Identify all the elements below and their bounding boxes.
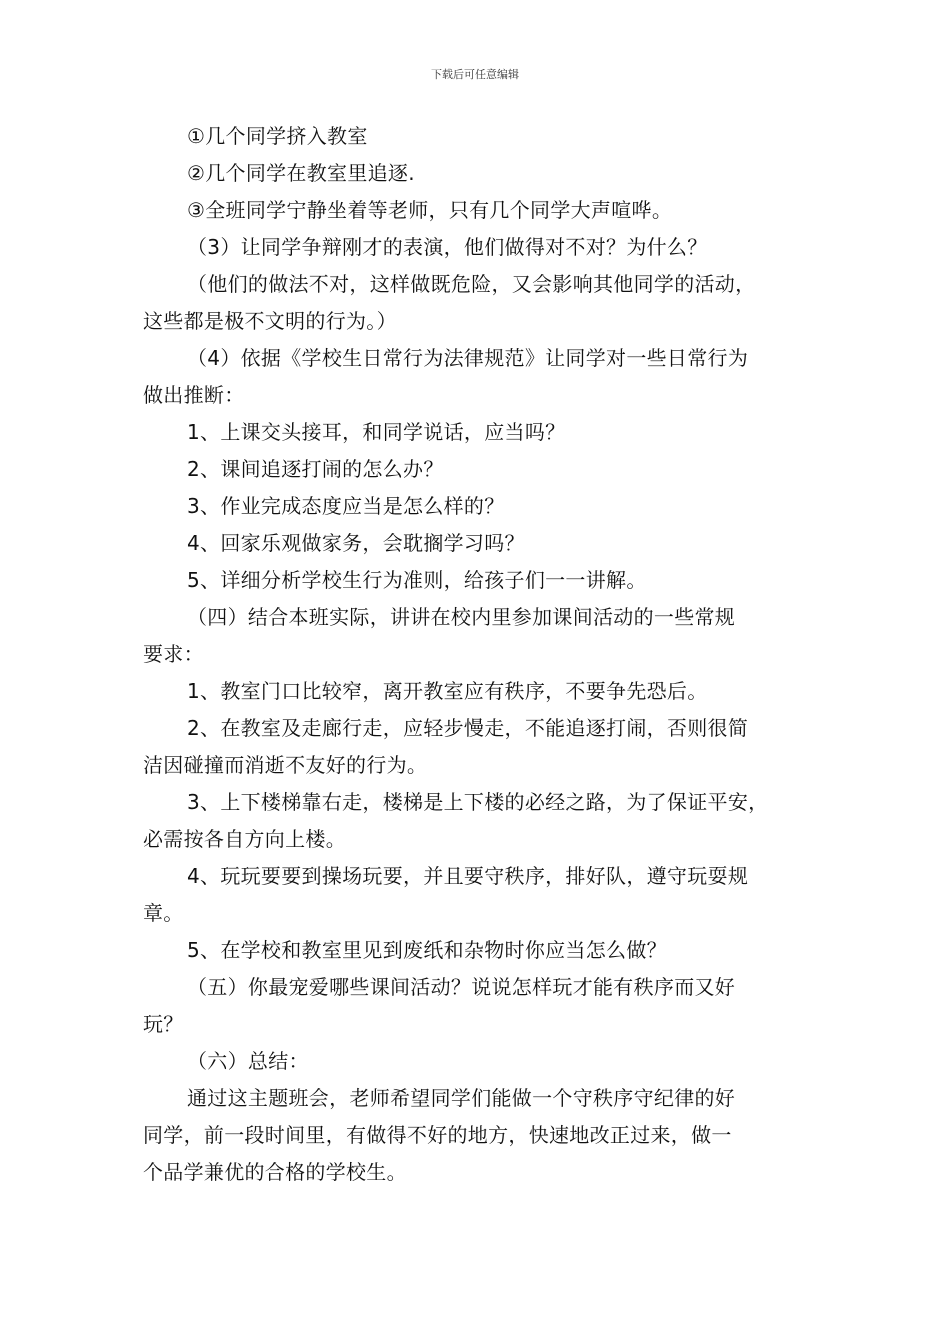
text-line: 3、上下楼梯靠右走，楼梯是上下楼的必经之路，为了保证平安， <box>187 790 769 814</box>
text-line: （六）总结： <box>187 1049 309 1073</box>
page-header: 下载后可任意编辑 <box>431 68 519 81</box>
text-line: （4）依据《学校生日常行为法律规范》让同学对一些日常行为 <box>187 346 749 370</box>
text-line: （他们的做法不对，这样做既危险，又会影响其他同学的活动， <box>187 272 756 296</box>
text-line: 1、上课交头接耳，和同学说话，应当吗？ <box>187 420 566 444</box>
text-line: 同学，前一段时间里，有做得不好的地方，快速地改正过来，做一 <box>143 1123 732 1147</box>
text-line: 做出推断： <box>143 383 245 407</box>
text-line: 2、课间追逐打闹的怎么办？ <box>187 457 444 481</box>
text-line: 1、教室门口比较窄，离开教室应有秩序，不要争先恐后。 <box>187 679 708 703</box>
text-line: ①几个同学挤入教室 <box>187 124 368 148</box>
text-line: 必需按各自方向上楼。 <box>143 827 346 851</box>
text-line: 3、作业完成态度应当是怎么样的？ <box>187 494 505 518</box>
text-line: 这些都是极不文明的行为。） <box>143 309 397 333</box>
text-line: 4、回家乐观做家务，会耽搁学习吗？ <box>187 531 525 555</box>
text-line: 章。 <box>143 901 184 925</box>
text-line: （五）你最宠爱哪些课间活动？说说怎样玩才能有秩序而又好 <box>187 975 736 999</box>
text-line: 通过这主题班会，老师希望同学们能做一个守秩序守纪律的好 <box>187 1086 736 1110</box>
text-line: 4、玩玩要要到操场玩要，并且要守秩序，排好队，遵守玩耍规 <box>187 864 749 888</box>
text-line: 要求： <box>143 642 204 666</box>
text-line: 2、在教室及走廊行走，应轻步慢走，不能追逐打闹，否则很简 <box>187 716 749 740</box>
text-line: ③全班同学宁静坐着等老师，只有几个同学大声喧哗。 <box>187 198 673 222</box>
text-line: 洁因碰撞而消逝不友好的行为。 <box>143 753 428 777</box>
text-line: 玩？ <box>143 1012 184 1036</box>
text-line: 5、在学校和教室里见到废纸和杂物时你应当怎么做？ <box>187 938 667 962</box>
text-line: ②几个同学在教室里追逐. <box>187 161 415 185</box>
text-line: （3）让同学争辩刚才的表演，他们做得对不对？为什么？ <box>187 235 708 259</box>
document-body <box>143 118 833 1191</box>
text-line: 个品学兼优的合格的学校生。 <box>143 1160 407 1184</box>
text-line: （四）结合本班实际，讲讲在校内里参加课间活动的一些常规 <box>187 605 736 629</box>
text-line: 5、详细分析学校生行为准则，给孩子们一一讲解。 <box>187 568 647 592</box>
